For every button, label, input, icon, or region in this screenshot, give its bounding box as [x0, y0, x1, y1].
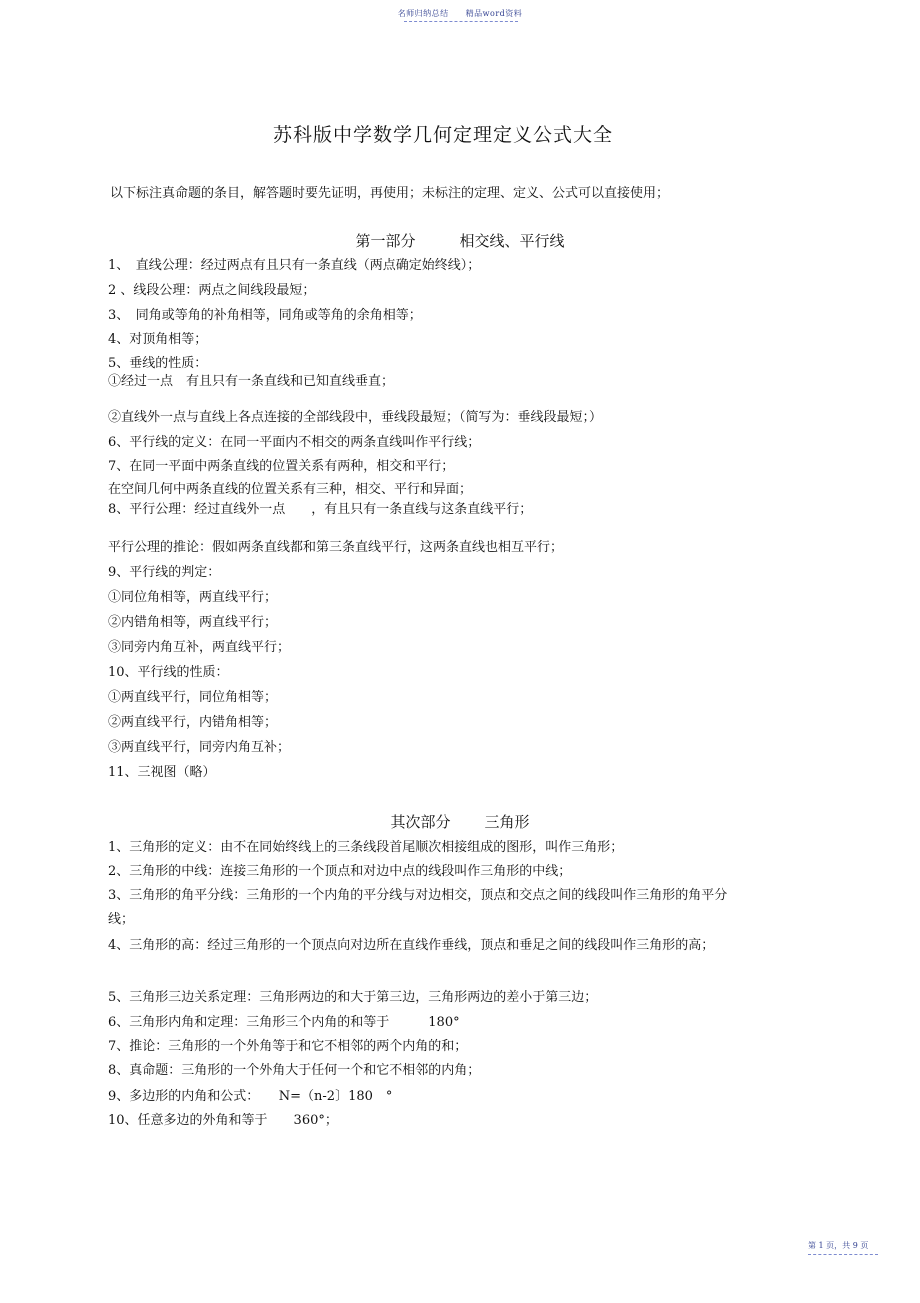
part1-heading-number: 第一部分 — [355, 232, 416, 250]
part2-heading — [0, 811, 920, 832]
part1-heading — [0, 230, 920, 251]
list-item: 10、任意多边的外角和等于 360°； — [108, 1113, 338, 1128]
list-item: ②两直线平行，内错角相等； — [108, 715, 278, 730]
list-item: 平行公理的推论：假如两条直线都和第三条直线平行，这两条直线也相互平行； — [108, 540, 564, 555]
list-item: 6、三角形内角和定理：三角形三个内角的和等于 180° — [108, 1015, 460, 1030]
list-item: ①经过一点 有且只有一条直线和已知直线垂直； — [108, 374, 395, 389]
list-item: 3、 同角或等角的补角相等，同角或等角的余角相等； — [108, 308, 422, 323]
list-item: 1、三角形的定义：由不在同始终线上的三条线段首尾顺次相接组成的图形，叫作三角形； — [108, 840, 624, 855]
list-item: 11、三视图（略） — [108, 765, 216, 780]
page-number: 第 1 页，共 9 页 — [808, 1241, 869, 1250]
list-item: ②内错角相等，两直线平行； — [108, 615, 278, 630]
list-item: 9、多边形的内角和公式： N=（n-2〕180 ° — [108, 1089, 393, 1104]
list-item: 3、三角形的角平分线：三角形的一个内角的平分线与对边相交，顶点和交点之间的线段叫作三角形的角平分线； — [108, 888, 728, 927]
list-item: 10、平行线的性质： — [108, 665, 229, 680]
list-item: ③同旁内角互补，两直线平行； — [108, 640, 291, 655]
list-item: 5、垂线的性质： — [108, 356, 208, 371]
list-item: 6、平行线的定义：在同一平面内不相交的两条直线叫作平行线； — [108, 435, 481, 450]
list-item: 7、推论：三角形的一个外角等于和它不相邻的两个内角的和； — [108, 1039, 468, 1054]
list-item: 7、在同一平面中两条直线的位置关系有两种，相交和平行； — [108, 459, 455, 474]
list-item: 4、对顶角相等； — [108, 332, 208, 347]
list-item: 9、平行线的判定： — [108, 565, 221, 580]
header-note: 名师归纳总结 精品word资料 — [397, 9, 523, 18]
list-item: 在空间几何中两条直线的位置关系有三种，相交、平行和异面； — [108, 482, 473, 497]
list-item: ③两直线平行，同旁内角互补； — [108, 740, 291, 755]
list-item: ②直线外一点与直线上各点连接的全部线段中，垂线段最短；（简写为：垂线段最短；） — [108, 410, 603, 425]
footer-divider — [808, 1254, 878, 1255]
list-item: 2 、线段公理：两点之间线段最短； — [108, 283, 316, 298]
document-title: 苏科版中学数学几何定理定义公式大全 — [272, 124, 613, 146]
list-item: ①两直线平行，同位角相等； — [108, 690, 278, 705]
list-item: 5、三角形三边关系定理：三角形两边的和大于第三边，三角形两边的差小于第三边； — [108, 990, 598, 1005]
list-item: 2、三角形的中线：连接三角形的一个顶点和对边中点的线段叫作三角形的中线； — [108, 864, 572, 879]
list-item: ①同位角相等，两直线平行； — [108, 590, 278, 605]
part2-heading-topic: 三角形 — [484, 813, 530, 831]
part1-heading-topic: 相交线、平行线 — [459, 232, 565, 250]
intro-text: 以下标注真命题的条目，解答题时要先证明，再使用；未标注的定理、定义、公式可以直接使用； — [110, 186, 670, 201]
list-item: 8、真命题：三角形的一个外角大于任何一个和它不相邻的内角； — [108, 1063, 481, 1078]
part2-heading-number: 其次部分 — [390, 813, 451, 831]
list-item: 8、平行公理：经过直线外一点 ，有且只有一条直线与这条直线平行； — [108, 502, 533, 517]
header-divider — [404, 21, 518, 22]
list-item: 1、 直线公理：经过两点有且只有一条直线（两点确定始终线）； — [108, 258, 481, 273]
list-item: 4、三角形的高：经过三角形的一个顶点向对边所在直线作垂线，顶点和垂足之间的线段叫作三角形的高； — [108, 938, 715, 953]
